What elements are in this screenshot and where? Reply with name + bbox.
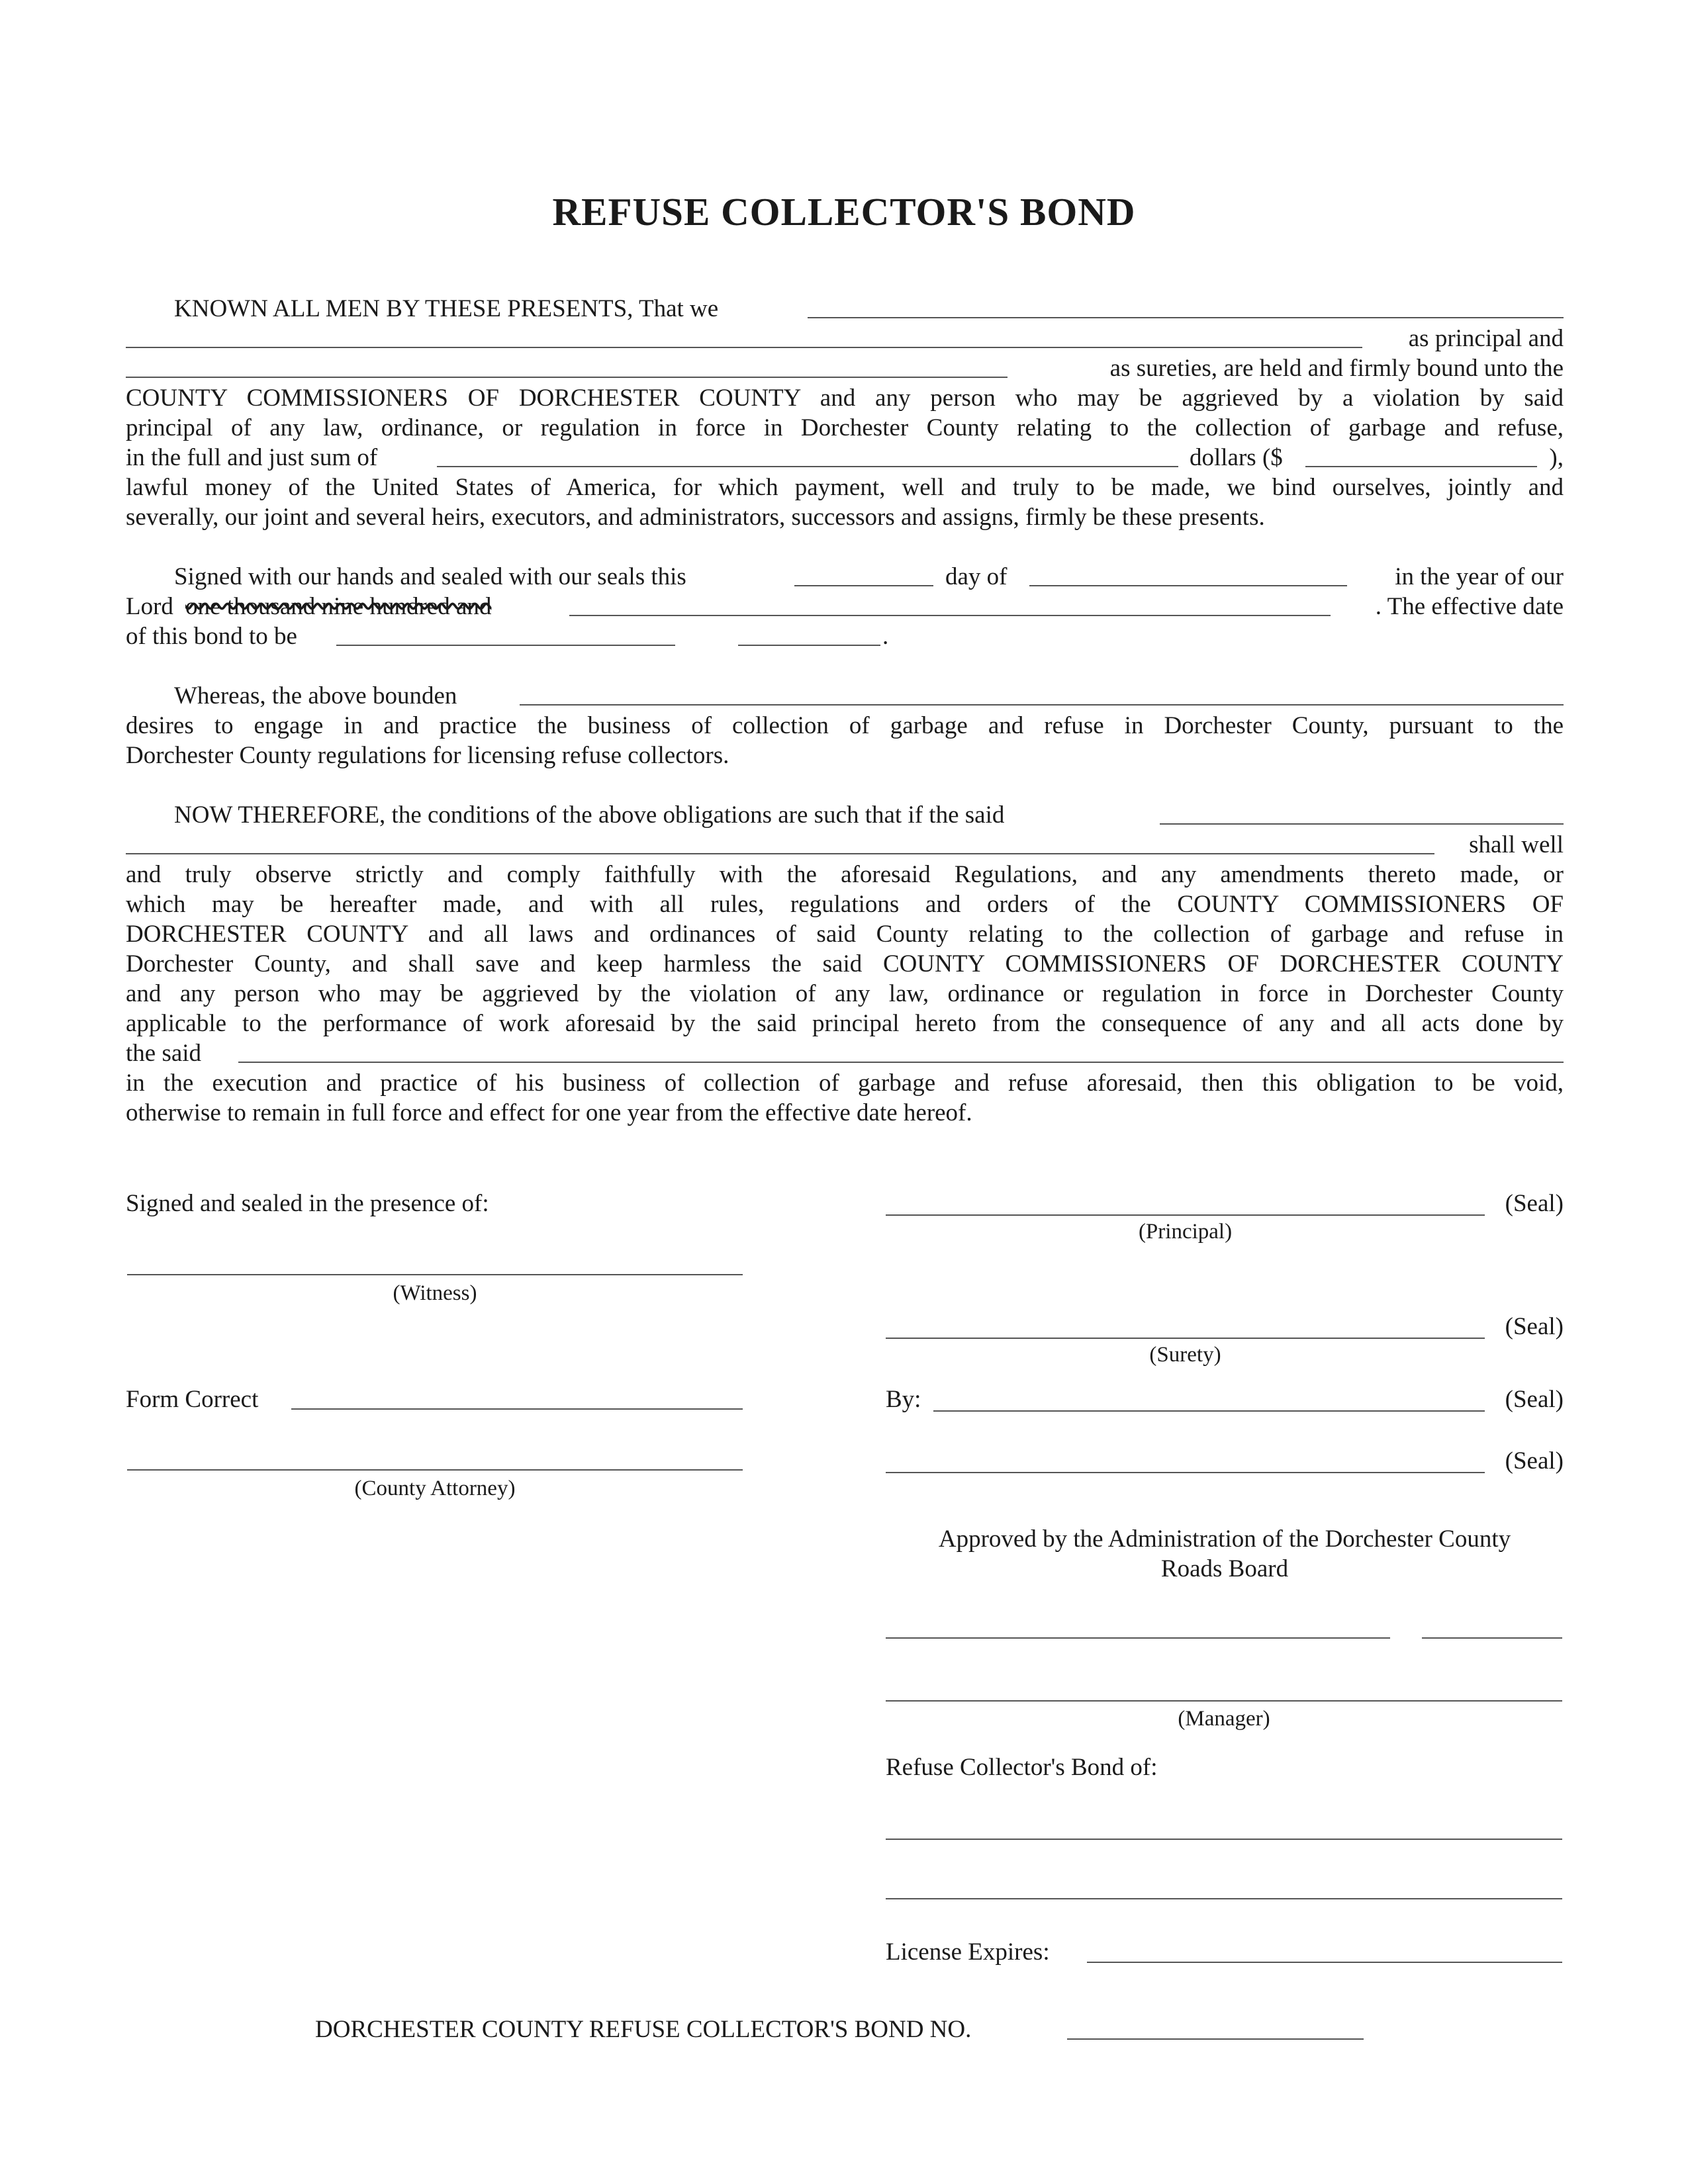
surety-caption: (Surety) <box>1149 1343 1221 1367</box>
by-text: By: <box>886 1386 921 1413</box>
effective-year-line[interactable] <box>738 645 880 646</box>
dollars-label: dollars ($ <box>1190 444 1283 471</box>
para4-line8: applicable to the performance of work aforesaid by the said principal hereto from the consequence of any and all acts done by <box>126 1010 1564 1037</box>
surety-signature-line[interactable] <box>886 1338 1485 1339</box>
witness-signature-line[interactable] <box>127 1274 743 1275</box>
lord-text: Lord <box>126 593 173 620</box>
approved-line1: Approved by the Administration of the Dorchester County <box>938 1525 1511 1553</box>
sum-label: in the full and just sum of <box>126 444 378 471</box>
license-expires-text: License Expires: <box>886 1938 1050 1966</box>
para4-line11: otherwise to remain in full force and effect for one year from the effective date hereof. <box>126 1099 972 1126</box>
said-name-line-2[interactable] <box>126 853 1434 854</box>
para1-lead: KNOWN ALL MEN BY THESE PRESENTS, That we <box>174 295 719 322</box>
by-signature-line[interactable] <box>933 1410 1485 1412</box>
para3-line3: Dorchester County regulations for licensing refuse collectors. <box>126 742 729 769</box>
approval-signature-line[interactable] <box>886 1637 1390 1639</box>
form-correct-text: Form Correct <box>126 1386 259 1413</box>
bond-number-line[interactable] <box>1067 2038 1364 2040</box>
effective-date-line[interactable] <box>336 645 675 646</box>
extra-seal-text: (Seal) <box>1505 1447 1564 1475</box>
struck-year-text: one thousand nine hundred and <box>185 593 492 620</box>
para4-lead: NOW THEREFORE, the conditions of the above obligations are such that if the said <box>174 801 1005 829</box>
by-seal-text: (Seal) <box>1505 1386 1564 1413</box>
form-correct-line[interactable] <box>291 1408 743 1410</box>
day-line[interactable] <box>794 585 933 586</box>
sum-words-line[interactable] <box>437 466 1178 467</box>
principal-signature-line[interactable] <box>886 1214 1485 1216</box>
signed-sealed-text: Signed and sealed in the presence of: <box>126 1190 489 1217</box>
document-title: REFUSE COLLECTOR'S BOND <box>552 190 1136 234</box>
manager-signature-line[interactable] <box>886 1700 1562 1702</box>
license-expires-line[interactable] <box>1087 1962 1562 1963</box>
principal-name-line-2[interactable] <box>126 347 1362 348</box>
bond-of-line-2[interactable] <box>886 1898 1562 1899</box>
para1-line8: severally, our joint and several heirs, executors, and administrators, successors and assigns, firmly be these presents. <box>126 504 1265 531</box>
approval-date-line[interactable] <box>1422 1637 1562 1639</box>
month-line[interactable] <box>1029 585 1347 586</box>
bond-to-be-text: of this bond to be <box>126 623 297 650</box>
bond-of-text: Refuse Collector's Bond of: <box>886 1754 1158 1781</box>
witness-caption: (Witness) <box>393 1281 477 1305</box>
sureties-name-line[interactable] <box>126 377 1008 378</box>
para1-line4: COUNTY COMMISSIONERS OF DORCHESTER COUNTY and any person who may be aggrieved by a violation by said <box>126 385 1564 412</box>
para3-line2: desires to engage in and practice the business of collection of garbage and refuse in Dorchester County, pursuant to the <box>126 712 1564 739</box>
surety-seal-text: (Seal) <box>1505 1313 1564 1340</box>
effective-date-text: . The effective date <box>1375 593 1564 620</box>
bond-number-text: DORCHESTER COUNTY REFUSE COLLECTOR'S BOND NO. <box>315 2016 972 2043</box>
para1-line5: principal of any law, ordinance, or regulation in force in Dorchester County relating to the collection of garbage and refuse, <box>126 414 1564 441</box>
day-of-text: day of <box>945 563 1008 590</box>
para4-line5: DORCHESTER COUNTY and all laws and ordinances of said County relating to the collection of garbage and refuse in <box>126 921 1564 948</box>
para4-line7: and any person who may be aggrieved by the violation of any law, ordinance or regulation in force in Dorchester County <box>126 980 1564 1007</box>
shall-well-text: shall well <box>1469 831 1564 858</box>
county-attorney-caption: (County Attorney) <box>354 1477 516 1500</box>
manager-caption: (Manager) <box>1178 1707 1270 1731</box>
the-said-name-line[interactable] <box>238 1062 1564 1063</box>
principal-caption: (Principal) <box>1138 1220 1233 1244</box>
year-line[interactable] <box>569 615 1331 616</box>
extra-signature-line[interactable] <box>886 1472 1485 1473</box>
county-attorney-line[interactable] <box>127 1469 743 1471</box>
approved-line2: Roads Board <box>1160 1555 1289 1582</box>
para4-line3: and truly observe strictly and comply faithfully with the aforesaid Regulations, and any amendments thereto made, or <box>126 861 1564 888</box>
as-sureties-text: as sureties, are held and firmly bound unto the <box>1109 355 1564 382</box>
said-name-line[interactable] <box>1160 823 1564 825</box>
as-principal-text: as principal and <box>1408 325 1564 352</box>
para4-line6: Dorchester County, and shall save and keep harmless the said COUNTY COMMISSIONERS OF DORCHESTER COUNTY <box>126 950 1564 978</box>
para3-lead: Whereas, the above bounden <box>174 682 457 709</box>
period-text: . <box>882 623 889 650</box>
principal-seal-text: (Seal) <box>1505 1190 1564 1217</box>
dollars-close: ), <box>1549 444 1564 471</box>
bond-of-line-1[interactable] <box>886 1839 1562 1840</box>
bounden-name-line[interactable] <box>520 704 1564 705</box>
year-of-text: in the year of our <box>1395 563 1564 590</box>
sum-amount-line[interactable] <box>1305 466 1537 467</box>
para1-line7: lawful money of the United States of America, for which payment, well and truly to be made, we bind ourselves, jointly and <box>126 474 1564 501</box>
para4-line10: in the execution and practice of his business of collection of garbage and refuse aforesaid, then this obligation to be void, <box>126 1069 1564 1097</box>
para2-lead: Signed with our hands and sealed with our seals this <box>174 563 686 590</box>
the-said-text: the said <box>126 1040 202 1067</box>
principal-name-line[interactable] <box>808 317 1564 318</box>
para4-line4: which may be hereafter made, and with all rules, regulations and orders of the COUNTY COMMISSIONERS OF <box>126 891 1564 918</box>
